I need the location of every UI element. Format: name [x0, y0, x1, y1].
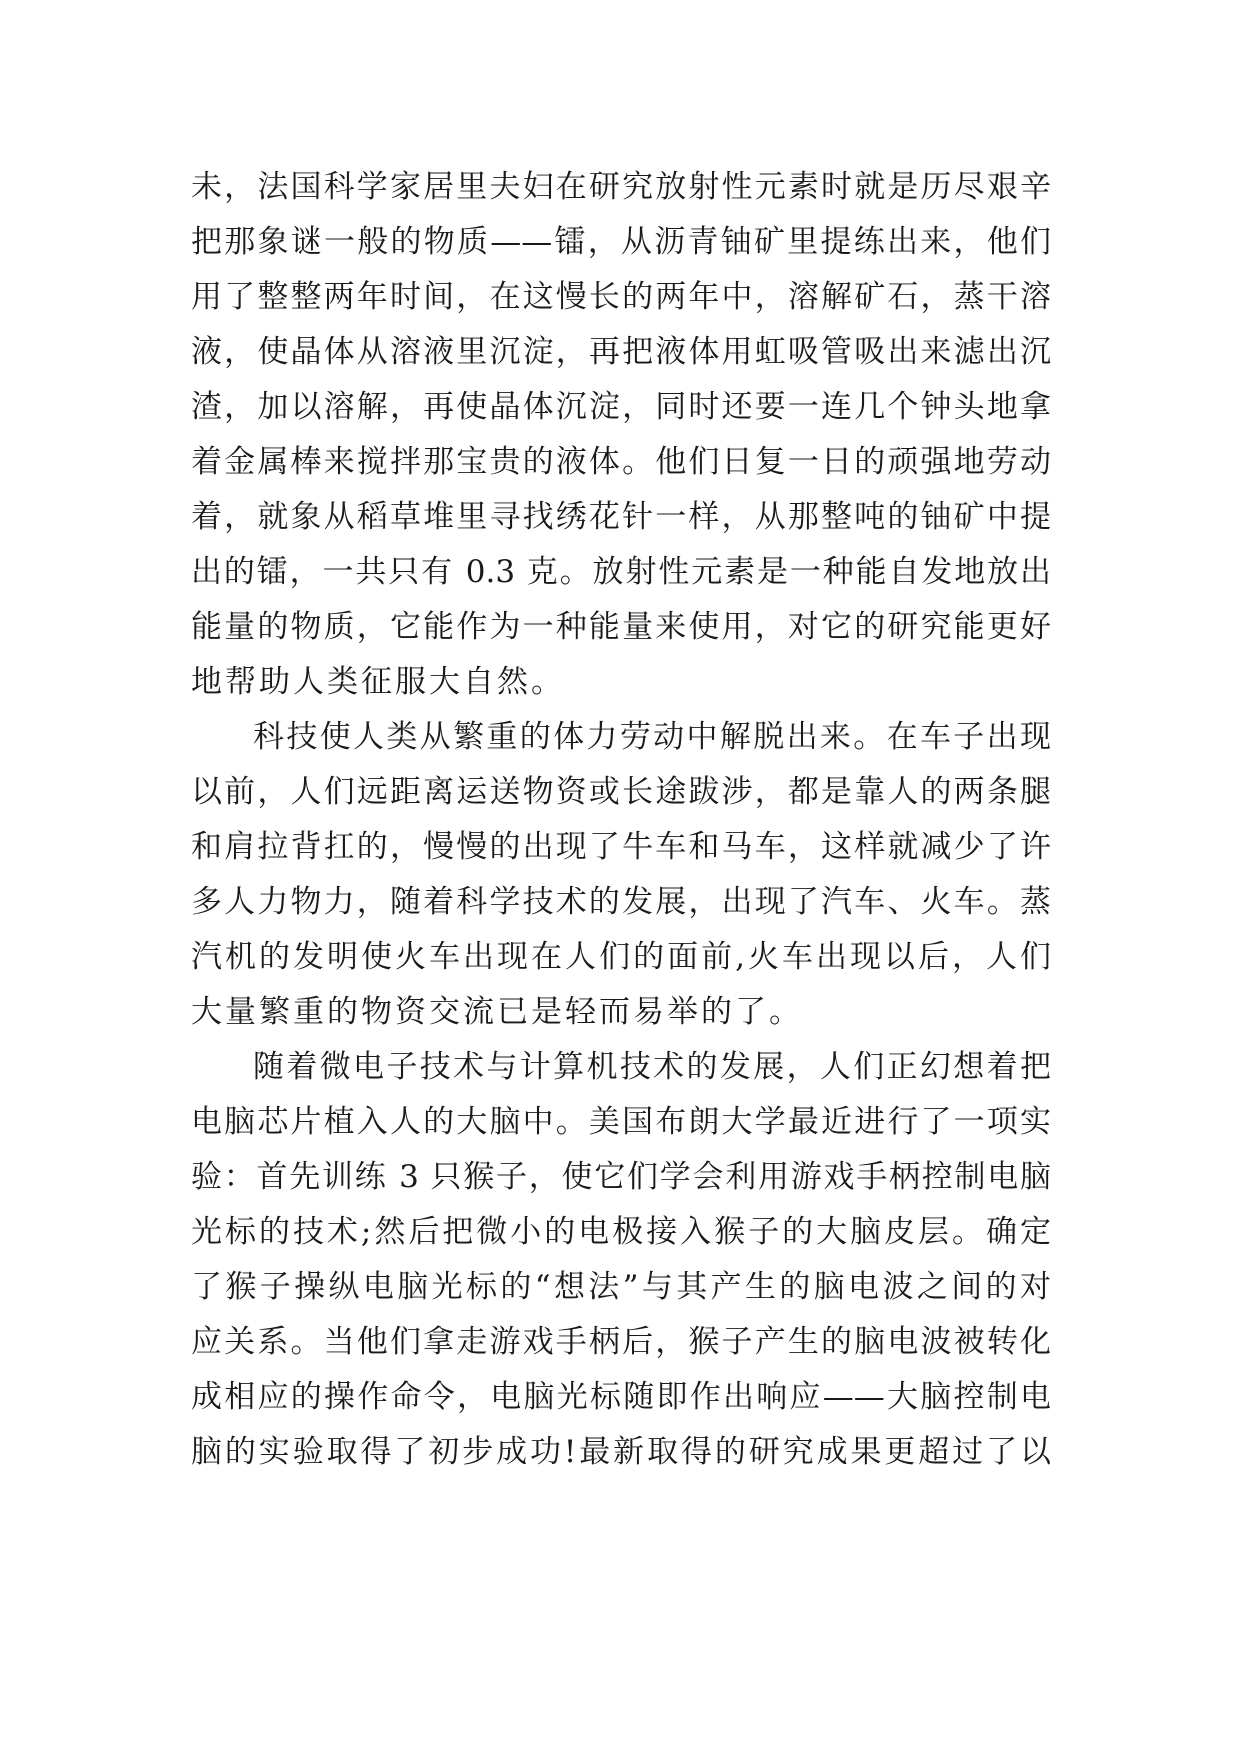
text-line: 大量繁重的物资交流已是轻而易举的了。 [191, 994, 803, 1030]
text-line: 着金属棒来搅拌那宝贵的液体。他们日复一日的顽强地劳动 [191, 444, 1051, 480]
text-line: 光标的技术;然后把微小的电极接入猴子的大脑皮层。确定 [191, 1214, 1051, 1250]
text-line: 和肩拉背扛的，慢慢的出现了牛车和马车，这样就减少了许 [191, 829, 1051, 865]
text-line: 电脑芯片植入人的大脑中。美国布朗大学最近进行了一项实 [191, 1104, 1051, 1140]
text-line: 着，就象从稻草堆里寻找绣花针一样，从那整吨的铀矿中提 [191, 499, 1051, 535]
text-line: 科技使人类从繁重的体力劳动中解脱出来。在车子出现 [253, 719, 1051, 755]
text-line: 渣，加以溶解，再使晶体沉淀，同时还要一连几个钟头地拿 [191, 389, 1051, 425]
text-line: 汽机的发明使火车出现在人们的面前,火车出现以后，人们 [191, 939, 1051, 975]
text-line: 验：首先训练 3 只猴子，使它们学会利用游戏手柄控制电脑 [191, 1159, 1051, 1195]
text-line: 以前，人们远距离运送物资或长途跋涉，都是靠人的两条腿 [191, 774, 1051, 810]
paragraph-3 [191, 1040, 1051, 1480]
text-line: 液，使晶体从溶液里沉淀，再把液体用虹吸管吸出来滤出沉 [191, 334, 1051, 370]
text-line: 能量的物质，它能作为一种能量来使用，对它的研究能更好 [191, 609, 1051, 645]
text-line: 应关系。当他们拿走游戏手柄后，猴子产生的脑电波被转化 [191, 1324, 1051, 1360]
text-line: 脑的实验取得了初步成功!最新取得的研究成果更超过了以 [191, 1434, 1051, 1470]
text-line: 多人力物力，随着科学技术的发展，出现了汽车、火车。蒸 [191, 884, 1051, 920]
text-line: 随着微电子技术与计算机技术的发展，人们正幻想着把 [253, 1049, 1051, 1085]
text-line: 出的镭，一共只有 0.3 克。放射性元素是一种能自发地放出 [191, 554, 1051, 590]
body-text [191, 160, 1051, 1480]
paragraph-1 [191, 160, 1051, 710]
text-line: 把那象谜一般的物质——镭，从沥青铀矿里提练出来，他们 [191, 224, 1051, 260]
text-line: 未，法国科学家居里夫妇在研究放射性元素时就是历尽艰辛 [191, 169, 1051, 205]
text-line: 用了整整两年时间，在这慢长的两年中，溶解矿石，蒸干溶 [191, 279, 1051, 315]
text-line: 了猴子操纵电脑光标的“想法”与其产生的脑电波之间的对 [191, 1269, 1051, 1305]
text-line: 地帮助人类征服大自然。 [191, 664, 565, 700]
paragraph-2 [191, 710, 1051, 1040]
text-line: 成相应的操作命令，电脑光标随即作出响应——大脑控制电 [191, 1379, 1051, 1415]
